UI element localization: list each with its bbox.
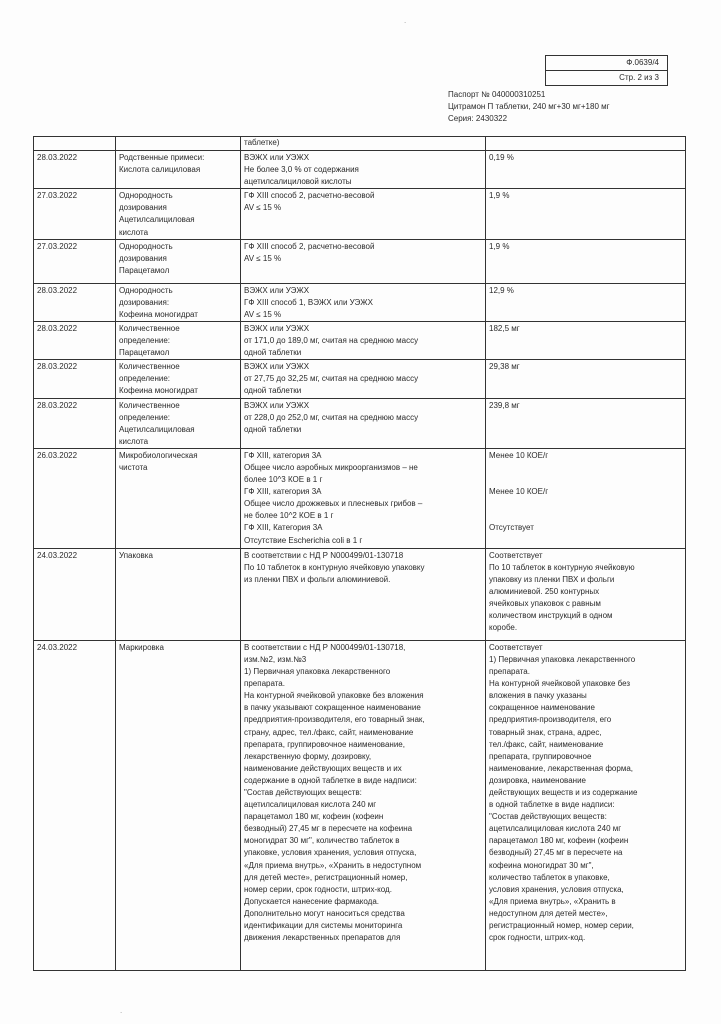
test-method-cell — [241, 448, 486, 548]
test-method-cell — [241, 548, 486, 640]
test-method-line: AV ≤ 15 % — [244, 253, 282, 263]
test-indicator-cell — [116, 640, 241, 970]
test-result-line: Соответствует — [489, 642, 543, 652]
test-result-line: 12,9 % — [489, 285, 514, 295]
table-row — [34, 189, 686, 239]
test-method-cell — [241, 640, 486, 970]
test-method-line: ГФ XIII способ 2, расчетно-весовой — [244, 191, 375, 201]
test-indicator-cell — [116, 360, 241, 398]
test-date-line: 28.03.2022 — [37, 285, 78, 295]
test-result-line: количеством инструкций в одном — [489, 611, 613, 621]
test-date-line: 28.03.2022 — [37, 323, 78, 333]
test-result-line — [489, 462, 682, 474]
test-result-line: кофеина моногидрат 30 мг", — [489, 860, 594, 870]
test-method-line: в пачку указывают сокращенное наименование — [244, 703, 421, 713]
test-method-line: ГФ XIII, категория 3А — [244, 487, 322, 497]
test-result-line: По 10 таблеток в контурную ячейковую — [489, 562, 635, 572]
test-method-line: моногидрат 30 мг", количество таблеток в — [244, 836, 400, 846]
test-indicator-line: дозирования — [119, 253, 167, 263]
test-method-cell — [241, 321, 486, 359]
test-method-line: ВЭЖХ или УЭЖХ — [244, 323, 310, 333]
table-row — [34, 360, 686, 398]
test-result-line: действующих веществ и из содержание — [489, 788, 638, 797]
test-method-line: предприятия-производителя, его товарный знак, — [244, 715, 425, 725]
table-row — [34, 321, 686, 359]
test-result-line: ацетилсалициловая кислота 240 мг — [489, 824, 622, 834]
test-date-cell — [34, 398, 116, 448]
test-method-line: ГФ XIII способ 2, расчетно-весовой — [244, 241, 375, 251]
test-method-line: от 228,0 до 252,0 мг, считая на среднюю массу — [244, 412, 419, 422]
test-result-line: недоступном для детей месте», — [489, 908, 608, 918]
test-indicator-line: Однородность — [119, 241, 173, 251]
test-indicator-line: Количественное — [119, 400, 180, 410]
test-result-cell — [486, 151, 686, 189]
test-result-line: ячейковых упаковок с равным — [489, 599, 601, 609]
form-code: Ф.0639/4 — [626, 58, 659, 67]
test-indicator-line: Парацетамол — [119, 348, 170, 358]
test-method-line: номер серии, срок годности, штрих-код. — [244, 884, 392, 894]
test-method-line: По 10 таблеток в контурную ячейковую упаковку — [244, 562, 425, 572]
test-indicator-line: Количественное — [119, 323, 180, 333]
test-method-line: ВЭЖХ или УЭЖХ — [244, 285, 310, 295]
test-indicator-cell — [116, 448, 241, 548]
test-method-line: от 27,75 до 32,25 мг, считая на среднюю массу — [244, 374, 419, 384]
test-date-cell — [34, 283, 116, 321]
test-result-cell — [486, 548, 686, 640]
test-method-line: Не более 3,0 % от содержания — [244, 165, 359, 175]
test-indicator-line: Однородность — [119, 285, 173, 295]
test-indicator-cell — [116, 321, 241, 359]
test-result-line — [489, 474, 682, 486]
test-result-line: Менее 10 КОЕ/г — [489, 487, 549, 497]
test-method-line: В соответствии с НД Р N000499/01-130718 — [244, 550, 404, 560]
test-result-line: в одной таблетке в виде надписи: — [489, 800, 615, 810]
test-method-cell — [241, 151, 486, 189]
test-method-line: более 10^3 КОЕ в 1 г — [244, 475, 323, 485]
test-result-line: препарата. — [489, 667, 530, 677]
test-indicator-line: дозирования — [119, 203, 167, 213]
test-result-line: дозировка, наименование — [489, 775, 586, 785]
test-result-line: товарный знак, страна, адрес, — [489, 727, 602, 737]
table-row — [34, 548, 686, 640]
test-result-cell — [486, 321, 686, 359]
test-method-line: Общее число аэробных микроорганизмов – не — [244, 462, 418, 472]
test-date-cell — [34, 448, 116, 548]
test-method-line: одной таблетки — [244, 386, 302, 396]
test-result-cell — [486, 640, 686, 970]
test-result-line — [489, 498, 682, 510]
page-counter: Стр. 2 из 3 — [546, 70, 667, 85]
table-row — [34, 398, 686, 448]
test-indicator-cell — [116, 548, 241, 640]
test-date-line: 28.03.2022 — [37, 362, 78, 372]
test-result-line: упаковку из пленки ПВХ и фольги — [489, 575, 615, 585]
test-result-line: 1) Первичная упаковка лекарственного — [489, 654, 636, 664]
test-method-line: Отсутствие Escherichia coli в 1 г — [244, 535, 363, 545]
test-result-line: коробе. — [489, 623, 518, 633]
test-method-line: парацетамол 180 мг, кофеин (кофеин — [244, 812, 384, 822]
test-result-line: наименование, лекарственная форма, — [489, 763, 633, 773]
test-indicator-cell — [116, 189, 241, 239]
test-result-cell — [486, 360, 686, 398]
test-method-line: В соответствии с НД Р N000499/01-130718, — [244, 642, 406, 652]
test-result-line: предприятия-производителя, его — [489, 715, 612, 725]
test-date-cell — [34, 640, 116, 970]
test-indicator-cell — [116, 151, 241, 189]
test-method-line: движения лекарственных препаратов для — [244, 933, 401, 943]
test-result-line: сокращенное наименование — [489, 703, 595, 713]
test-method-line: из пленки ПВХ и фольги алюминиевой. — [244, 575, 391, 585]
test-method-line: ацетилсалициловой кислоты — [244, 177, 352, 187]
test-date-line: 27.03.2022 — [37, 241, 78, 251]
series-number: Серия: 2430322 — [448, 114, 508, 123]
test-indicator-line: кислота — [119, 436, 149, 446]
test-indicator-line: Маркировка — [119, 642, 164, 652]
test-result-line — [489, 510, 682, 522]
test-indicator-cell — [116, 398, 241, 448]
test-method-line: ВЭЖХ или УЭЖХ — [244, 362, 310, 372]
test-method-line: изм.№2, изм.№3 — [244, 654, 307, 664]
table-row — [34, 448, 686, 548]
test-indicator-line: Упаковка — [119, 550, 153, 560]
test-date-line: 28.03.2022 — [37, 400, 78, 410]
test-method-line: одной таблетки — [244, 424, 302, 434]
test-result-line: "Состав действующих веществ: — [489, 812, 607, 822]
passport-number: Паспорт № 040000310251 — [448, 90, 546, 99]
test-method-line: 1) Первичная упаковка лекарственного — [244, 667, 391, 677]
test-result-line: регистрационный номер, номер серии, — [489, 921, 634, 931]
test-result-line: алюминиевой. 250 контурных — [489, 587, 600, 597]
form-code-box — [545, 55, 668, 86]
test-date-line: 24.03.2022 — [37, 550, 78, 560]
test-result-line: количество таблеток в упаковке, — [489, 872, 610, 882]
test-method-line: страну, адрес, тел./факс, сайт, наименование — [244, 727, 414, 737]
test-method-line: "Состав действующих веществ: — [244, 788, 362, 797]
test-indicator-line: Ацетилсалициловая — [119, 215, 195, 225]
test-indicator-line: чистота — [119, 462, 148, 472]
test-result-line: На контурной ячейковой упаковке без — [489, 679, 631, 689]
test-result-line: условия хранения, условия отпуска, — [489, 884, 624, 894]
test-indicator-line: определение: — [119, 412, 171, 422]
table-row — [34, 239, 686, 283]
table-row-continuation — [34, 137, 686, 151]
test-result-line: парацетамол 180 мг, кофеин (кофеин — [489, 836, 629, 846]
test-method-line: AV ≤ 15 % — [244, 203, 282, 213]
test-method-line: препарата. — [244, 679, 285, 689]
test-method-line: не более 10^2 КОЕ в 1 г — [244, 511, 334, 521]
test-result-line: Отсутствует — [489, 523, 534, 533]
test-method-line: На контурной ячейковой упаковке без вложения — [244, 691, 424, 701]
test-date-line: 24.03.2022 — [37, 642, 78, 652]
test-method-line: «Для приема внутрь», «Хранить в недоступном — [244, 860, 422, 870]
test-method-line: ВЭЖХ или УЭЖХ — [244, 400, 310, 410]
test-method-line: AV ≤ 15 % — [244, 309, 282, 319]
test-date-cell — [34, 360, 116, 398]
passport-header — [448, 89, 610, 125]
test-result-line: безводный) 27,45 мг в пересчете на — [489, 848, 623, 858]
test-method-line: для детей месте», регистрационный номер, — [244, 872, 408, 882]
table-row — [34, 283, 686, 321]
test-date-line: 27.03.2022 — [37, 191, 78, 201]
test-method-line: содержание в одной таблетке в виде надписи: — [244, 775, 417, 785]
test-date-cell — [34, 239, 116, 283]
product-name: Цитрамон П таблетки, 240 мг+30 мг+180 мг — [448, 102, 610, 111]
table-row — [34, 151, 686, 189]
scan-speck: . — [120, 1006, 123, 1015]
test-method-cell — [241, 283, 486, 321]
test-date-cell — [34, 189, 116, 239]
test-method-line: лекарственную форму, дозировку, — [244, 751, 372, 761]
test-method-line: наименование действующих веществ и их — [244, 763, 402, 773]
test-result-line: 1,9 % — [489, 241, 510, 251]
test-method-line: ГФ XIII, Категория 3А — [244, 523, 323, 533]
test-method-line: упаковке, условия хранения, условия отпуска, — [244, 848, 417, 858]
test-result-cell — [486, 189, 686, 239]
test-result-line: «Для приема внутрь», «Хранить в — [489, 896, 616, 906]
test-method-line: ацетилсалициловая кислота 240 мг — [244, 800, 377, 810]
test-result-line: препарата, группировочное — [489, 751, 592, 761]
test-method-line: препарата, группировочное наименование, — [244, 739, 405, 749]
test-result-line: 1,9 % — [489, 191, 510, 201]
test-indicator-line: кислота — [119, 227, 149, 237]
test-date-line: 26.03.2022 — [37, 450, 78, 460]
test-date-line: 28.03.2022 — [37, 153, 78, 162]
test-result-cell — [486, 448, 686, 548]
test-indicator-line: определение: — [119, 374, 171, 384]
test-indicator-line: Микробиологическая — [119, 450, 198, 460]
test-date-cell — [34, 151, 116, 189]
test-indicator-line: Кофеина моногидрат — [119, 386, 198, 396]
test-method-cell — [241, 360, 486, 398]
continued-text: таблетке) — [244, 138, 280, 147]
test-result-line: 239,8 мг — [489, 400, 520, 410]
test-result-line: 182,5 мг — [489, 323, 520, 333]
test-method-cell — [241, 189, 486, 239]
test-indicator-cell — [116, 283, 241, 321]
test-method-line: одной таблетки — [244, 348, 302, 358]
test-indicator-cell — [116, 239, 241, 283]
test-method-line: Общее число дрожжевых и плесневых грибов – — [244, 499, 423, 509]
table-row — [34, 640, 686, 970]
test-result-line: 0,19 % — [489, 153, 514, 162]
test-indicator-line: Парацетамол — [119, 265, 170, 275]
test-method-cell — [241, 239, 486, 283]
test-result-line: Соответствует — [489, 550, 543, 560]
test-method-line: Дополнительно могут наноситься средства — [244, 908, 405, 918]
test-result-line: Менее 10 КОЕ/г — [489, 450, 549, 460]
test-result-line: срок годности, штрих-код. — [489, 933, 586, 943]
test-method-line: ГФ XIII способ 1, ВЭЖХ или УЭЖХ — [244, 297, 373, 307]
test-date-cell — [34, 321, 116, 359]
test-result-line: 29,38 мг — [489, 362, 520, 372]
test-method-cell — [241, 398, 486, 448]
test-indicator-line: Кофеина моногидрат — [119, 309, 198, 319]
test-indicator-line: Ацетилсалициловая — [119, 424, 195, 434]
test-results-table — [33, 136, 686, 971]
test-result-line: вложения в пачку указаны — [489, 691, 587, 701]
test-method-line: ГФ XIII, категория 3А — [244, 450, 322, 460]
test-indicator-line: дозирования: — [119, 297, 170, 307]
test-indicator-line: Однородность — [119, 191, 173, 201]
test-result-line: тел./факс, сайт, наименование — [489, 739, 604, 749]
test-indicator-line: Кислота салициловая — [119, 165, 201, 175]
test-date-cell — [34, 548, 116, 640]
test-indicator-line: Количественное — [119, 362, 180, 372]
scan-speck: . — [404, 16, 407, 25]
test-method-line: идентификации для системы мониторинга — [244, 921, 403, 931]
test-result-cell — [486, 283, 686, 321]
test-result-cell — [486, 398, 686, 448]
test-indicator-line: определение: — [119, 336, 171, 346]
test-method-line: от 171,0 до 189,0 мг, считая на среднюю массу — [244, 336, 419, 346]
test-indicator-line: Родственные примеси: — [119, 153, 205, 162]
test-result-cell — [486, 239, 686, 283]
test-method-line: безводный) 27,45 мг в пересчете на кофеина — [244, 824, 413, 834]
test-method-line: Допускается нанесение фармакода. — [244, 896, 380, 906]
test-method-line: ВЭЖХ или УЭЖХ — [244, 153, 310, 162]
